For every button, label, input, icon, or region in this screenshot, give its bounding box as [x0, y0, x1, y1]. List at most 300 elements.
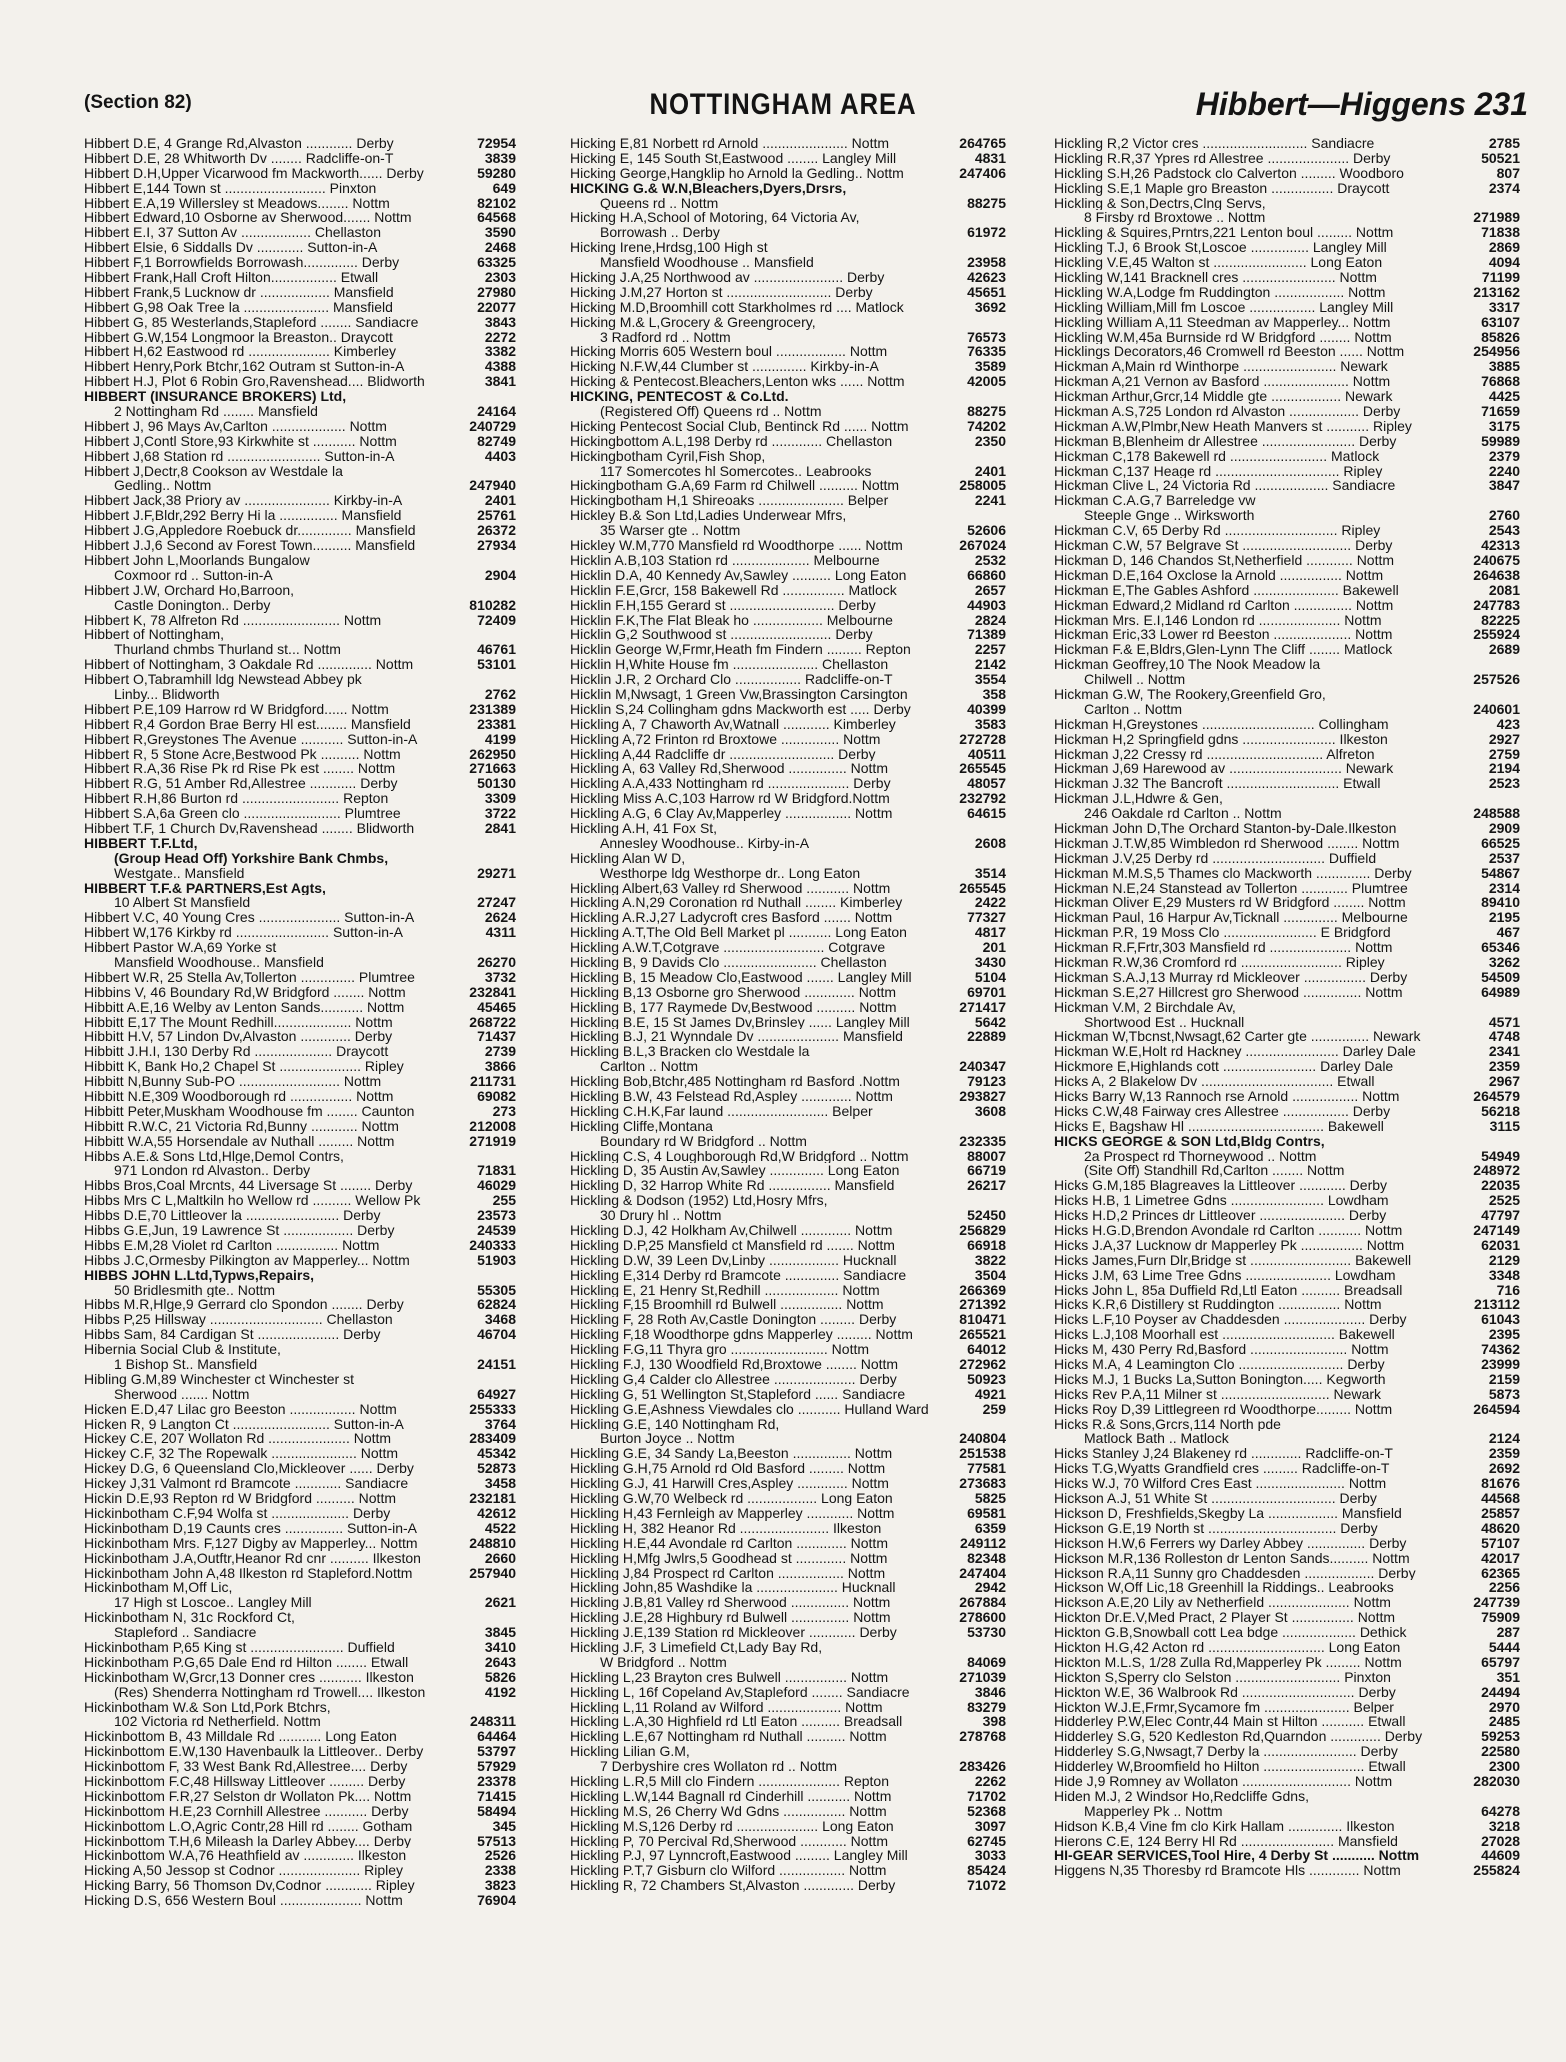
directory-entry: [1054, 1461, 1520, 1476]
entry-name: Hibbert J.J,6 Second av Forest Town.......... Mansfield: [84, 538, 416, 553]
entry-phone-number: 2643: [482, 1655, 516, 1670]
entry-name: Hibbert E.I, 37 Sutton Av .................. Chellaston: [84, 225, 382, 241]
entry-phone-number: 61043: [1478, 1312, 1520, 1327]
directory-entry: [1054, 1566, 1520, 1581]
directory-entry: [1054, 1819, 1520, 1834]
directory-entry: [84, 1625, 516, 1640]
entry-phone-number: 4403: [482, 449, 516, 464]
directory-entry: [1054, 1357, 1520, 1372]
directory-entry: [1054, 1342, 1520, 1357]
entry-phone-number: 3262: [1486, 955, 1520, 970]
directory-entry: [570, 1461, 1006, 1476]
entry-name: Hickling L.A,30 Highfield rd Ltl Eaton .......... Breadsall: [570, 1714, 903, 1730]
entry-phone-number: 3514: [972, 866, 1006, 881]
entry-name: Hicks Barry W,13 Rannoch rse Arnold ................. Nottm: [1054, 1089, 1400, 1104]
directory-entry: [570, 910, 1006, 925]
entry-name: Hibbert Elsie, 6 Siddalls Dv ............ Sutton-in-A: [84, 240, 378, 256]
entry-name: Hickling A.H, 41 Fox St,: [570, 820, 718, 836]
directory-entry: [570, 1312, 1006, 1327]
directory-entry: [570, 449, 1006, 464]
entry-phone-number: 282030: [1470, 1774, 1520, 1789]
entry-name: Hickman Oliver E,29 Musters rd W Bridgford ........ Nottm: [1054, 895, 1406, 911]
entry-phone-number: 3847: [1486, 478, 1520, 493]
entry-phone-number: 213112: [1471, 1297, 1520, 1312]
directory-entry: [1054, 1551, 1520, 1566]
directory-entry: [570, 1372, 1006, 1387]
entry-phone-number: 56218: [1478, 1104, 1520, 1119]
directory-entry: [84, 1089, 516, 1104]
directory-entry: [84, 1223, 516, 1238]
entry-name: Hickton W.J.E,Frmr,Sycamore fm ...................... Belper: [1054, 1699, 1394, 1715]
directory-entry: [1054, 1178, 1520, 1193]
entry-name: Hicks Roy D,39 Littlegreen rd Woodthorpe......... Nottm: [1054, 1401, 1393, 1417]
entry-name: Hickling G.J, 41 Harwill Cres,Aspley ............. Nottm: [570, 1476, 889, 1492]
directory-entry: [84, 1208, 516, 1223]
entry-phone-number: 42017: [1478, 1551, 1520, 1566]
entry-name: Shortwood Est .. Hucknall: [1084, 1014, 1245, 1030]
entry-name: Hickinbottom F.C,48 Hillsway Littleover ......... Derby: [84, 1773, 406, 1789]
entry-phone-number: 76573: [964, 330, 1006, 345]
entry-phone-number: 3841: [482, 374, 516, 389]
entry-phone-number: 2350: [972, 434, 1006, 449]
entry-phone-number: 53101: [474, 657, 516, 672]
entry-phone-number: 23958: [964, 255, 1006, 270]
directory-entry: [1054, 136, 1520, 151]
entry-phone-number: 66719: [964, 1163, 1006, 1178]
entry-name: Hickling John,85 Washdike la ..................... Hucknall: [570, 1580, 896, 1596]
entry-phone-number: 4199: [482, 732, 516, 747]
directory-entry: [570, 1878, 1006, 1893]
directory-entry: [84, 836, 516, 851]
directory-entry: [84, 687, 516, 702]
directory-entry: [1054, 1834, 1520, 1849]
directory-entry: [1054, 761, 1520, 776]
directory-entry: [84, 1491, 516, 1506]
directory-entry: [1054, 1297, 1520, 1312]
entry-name: 3 Radford rd .. Nottm: [600, 329, 731, 345]
directory-entry: [84, 1461, 516, 1476]
directory-entry: [570, 1759, 1006, 1774]
entry-phone-number: 22889: [964, 1029, 1006, 1044]
entry-name: Hickman S.A.J,13 Murray rd Mickleover ................ Derby: [1054, 969, 1408, 985]
directory-entry: [1054, 657, 1520, 672]
entry-name: Hickman J.L,Hdwre & Gen,: [1054, 791, 1223, 807]
entry-name: Hickling J.B,81 Valley rd Sherwood ............... Nottm: [570, 1595, 891, 1611]
entry-name: Hickey D.G, 6 Queensland Clo,Mickleover ...... Derby: [84, 1461, 414, 1477]
directory-entry: [570, 1163, 1006, 1178]
directory-entry: [84, 151, 516, 166]
entry-phone-number: 46704: [474, 1327, 516, 1342]
entry-name: Hiden M.J, 2 Windsor Ho,Redcliffe Gdns,: [1054, 1788, 1309, 1804]
entry-phone-number: 2759: [1486, 747, 1520, 762]
directory-entry: [570, 1744, 1006, 1759]
directory-entry: [1054, 210, 1520, 225]
directory-entry: [570, 881, 1006, 896]
entry-phone-number: 2523: [1486, 776, 1520, 791]
entry-name: Hicks R.& Sons,Grcrs,114 North pde: [1054, 1416, 1281, 1432]
entry-name: Hickinbotham P.G,65 Dale End rd Hilton ........ Etwall: [84, 1654, 409, 1670]
entry-name: Hickman Arthur,Grcr,14 Middle gte .................. Newark: [1054, 389, 1393, 405]
entry-phone-number: 4831: [972, 151, 1006, 166]
entry-name: Hickling William,Mill fm Loscoe ................. Langley Mill: [1054, 299, 1394, 315]
entry-phone-number: 240675: [1470, 553, 1520, 568]
entry-name: Hickling Lilian G.M,: [570, 1744, 690, 1760]
directory-entry: [570, 315, 1006, 330]
entry-name: Hickson G.E,19 North st ................................. Derby: [1054, 1520, 1378, 1536]
entry-phone-number: 63325: [474, 255, 516, 270]
entry-phone-number: 71838: [1478, 225, 1520, 240]
entry-phone-number: 23999: [1478, 1357, 1520, 1372]
entry-phone-number: 2300: [1486, 1759, 1520, 1774]
entry-phone-number: 2124: [1486, 1431, 1520, 1446]
directory-entry: [570, 1402, 1006, 1417]
directory-entry: [84, 1685, 516, 1700]
entry-name: Hickman C,137 Heage rd ................................ Ripley: [1054, 463, 1383, 479]
directory-entry: [570, 1208, 1006, 1223]
entry-phone-number: 2841: [482, 821, 516, 836]
directory-entry: [84, 1253, 516, 1268]
directory-entry: [1054, 583, 1520, 598]
entry-name: Hibbert S.A,6a Green clo ......................... Plumtree: [84, 806, 401, 821]
entry-name: Hicks H.D,2 Princes dr Littleover ...................... Derby: [1054, 1208, 1387, 1224]
directory-entry: [84, 1417, 516, 1432]
entry-phone-number: 22077: [474, 300, 516, 315]
entry-phone-number: 257940: [466, 1566, 516, 1581]
directory-entry: [570, 1670, 1006, 1685]
directory-entry: [1054, 1104, 1520, 1119]
entry-name: Sherwood ....... Nottm: [114, 1386, 250, 1402]
entry-name: Hickling A.W.T,Cotgrave .......................... Cotgrave: [570, 940, 886, 955]
directory-entry: [1054, 434, 1520, 449]
directory-entry: [570, 255, 1006, 270]
entry-name: Hickling H,Mfg Jwlrs,5 Goodhead st ............. Nottm: [570, 1550, 888, 1566]
directory-entry: [84, 270, 516, 285]
directory-entry: [84, 240, 516, 255]
entry-name: Hibbitt N,Bunny Sub-PO .......................... Nottm: [84, 1074, 382, 1089]
entry-name: Hickmore E,Highlands cott ........................ Darley Dale: [1054, 1059, 1394, 1075]
entry-name: Hickling T.J, 6 Brook St,Loscoe ............... Langley Mill: [1054, 240, 1387, 256]
entry-phone-number: 2395: [1486, 1327, 1520, 1342]
entry-name: Hibbert John L,Moorlands Bungalow: [84, 552, 310, 568]
entry-name: Mapperley Pk .. Nottm: [1084, 1803, 1223, 1819]
entry-name: Hickman E,The Gables Ashford ...................... Bakewell: [1054, 582, 1399, 598]
directory-entry: [570, 1536, 1006, 1551]
entry-phone-number: 53797: [474, 1744, 516, 1759]
entry-name: Hibbert Frank,5 Lucknow dr .................. Mansfield: [84, 284, 394, 300]
entry-phone-number: 2240: [1486, 464, 1520, 479]
entry-phone-number: 82225: [1478, 613, 1520, 628]
entry-name: Hibbs Mrs C L,Maltkiln ho Wellow rd .......... Wellow Pk: [84, 1193, 421, 1209]
directory-entry: [84, 359, 516, 374]
entry-phone-number: 264579: [1470, 1089, 1520, 1104]
directory-entry: [84, 1655, 516, 1670]
entry-name: Hickling L,23 Brayton cres Bulwell ................ Nottm: [570, 1669, 889, 1685]
directory-entry: [570, 151, 1006, 166]
entry-name: Hicks L.J,108 Moorhall est ............................. Bakewell: [1054, 1327, 1395, 1343]
directory-entry: [84, 717, 516, 732]
entry-phone-number: 2689: [1486, 642, 1520, 657]
directory-entry: [84, 1819, 516, 1834]
directory-entry: [570, 1521, 1006, 1536]
entry-name: Hickling H,43 Fernleigh av Mapperley ............ Nottm: [570, 1505, 895, 1521]
directory-entry: [84, 910, 516, 925]
entry-name: 2a Prospect rd Thorneywood .. Nottm: [1084, 1148, 1317, 1164]
directory-entry: [1054, 1700, 1520, 1715]
entry-phone-number: 2537: [1486, 851, 1520, 866]
directory-entry: [1054, 717, 1520, 732]
entry-phone-number: 27980: [474, 285, 516, 300]
entry-phone-number: 2970: [1486, 1700, 1520, 1715]
entry-phone-number: 58494: [474, 1804, 516, 1819]
entry-name: Hickling S.E,1 Maple gro Breaston ................ Draycott: [1054, 180, 1390, 196]
directory-entry: [84, 1893, 516, 1908]
entry-phone-number: 26372: [474, 523, 516, 538]
entry-name: Hicks T.G,Wyatts Grandfield cres ......... Radcliffe-on-T: [1054, 1461, 1390, 1477]
entry-phone-number: 2608: [972, 836, 1006, 851]
entry-name: (Group Head Off) Yorkshire Bank Chmbs,: [114, 850, 389, 866]
entry-name: Hickling J.E,139 Station rd Mickleover ............ Derby: [570, 1625, 897, 1640]
directory-entry: [84, 1446, 516, 1461]
entry-name: Hickling Alan W D,: [570, 850, 686, 866]
entry-name: Hibbert J,Dectr,8 Cookson av Westdale la: [84, 463, 343, 479]
entry-name: Hibbert P.E,109 Harrow rd W Bridgford...... Nottm: [84, 701, 389, 717]
entry-name: Hickman C.V, 65 Derby Rd ............................. Ripley: [1054, 523, 1381, 539]
directory-entry: [570, 1834, 1006, 1849]
directory-entry: [570, 1044, 1006, 1059]
directory-entry: [570, 747, 1006, 762]
entry-name: Hibbs P,25 Hillsway ............................. Chellaston: [84, 1312, 393, 1328]
directory-entry: [1054, 151, 1520, 166]
entry-phone-number: 71831: [474, 1163, 516, 1178]
directory-entry: [570, 702, 1006, 717]
entry-name: Hide J,9 Romney av Wollaton ............................ Nottm: [1054, 1773, 1393, 1789]
entry-name: Hickinbotham John A,48 Ilkeston rd Stapleford.Nottm: [84, 1565, 413, 1581]
directory-entry: [570, 1089, 1006, 1104]
entry-phone-number: 48057: [964, 776, 1006, 791]
entry-name: Hickling J.F, 3 Limefield Ct,Lady Bay Rd,: [570, 1639, 823, 1655]
entry-phone-number: 247149: [1470, 1223, 1520, 1238]
entry-name: Hicking George,Hangklip ho Arnold la Gedling.. Nottm: [570, 165, 904, 181]
directory-entry: [1054, 1863, 1520, 1878]
entry-phone-number: 3175: [1486, 419, 1520, 434]
entry-phone-number: 271392: [956, 1297, 1006, 1312]
entry-phone-number: 293827: [956, 1089, 1006, 1104]
entry-name: Hickman J.V,25 Derby rd ............................. Duffield: [1054, 850, 1377, 866]
entry-phone-number: 65346: [1478, 940, 1520, 955]
entry-name: Hierons C.E, 124 Berry Hl Rd ........................ Mansfield: [1054, 1833, 1398, 1849]
entry-phone-number: 2256: [1486, 1580, 1520, 1595]
entry-phone-number: 2621: [482, 1595, 516, 1610]
directory-entry: [570, 761, 1006, 776]
entry-phone-number: 71702: [964, 1789, 1006, 1804]
entry-name: Hicklin F.K,The Flat Bleak ho .................. Melbourne: [570, 612, 893, 628]
entry-phone-number: 3764: [482, 1417, 516, 1432]
directory-entry: [84, 702, 516, 717]
entry-name: Hickman Edward,2 Midland rd Carlton ............... Nottm: [1054, 597, 1394, 613]
entry-name: Hibbitt E,17 The Mount Redhill.................... Nottm: [84, 1014, 393, 1030]
entry-phone-number: 3033: [972, 1848, 1006, 1863]
directory-column-3: [1054, 136, 1520, 1878]
directory-entry: [84, 1074, 516, 1089]
entry-phone-number: 2159: [1486, 1372, 1520, 1387]
entry-name: Hickman A.W,Plmbr,New Heath Manvers st ........... Ripley: [1054, 418, 1412, 434]
entry-phone-number: 64464: [474, 1729, 516, 1744]
entry-phone-number: 57513: [474, 1834, 516, 1849]
entry-phone-number: 77327: [964, 910, 1006, 925]
entry-name: Hickling C.S, 4 Loughborough Rd,W Bridgford .. Nottm: [570, 1148, 909, 1164]
entry-name: Hickling B.E, 15 St James Dv,Brinsley ...... Langley Mill: [570, 1014, 910, 1030]
entry-phone-number: 278600: [956, 1610, 1006, 1625]
entry-phone-number: 2526: [482, 1848, 516, 1863]
directory-entry: [570, 732, 1006, 747]
entry-name: Hickman V.M, 2 Birchdale Av,: [1054, 999, 1236, 1015]
entry-name: Hickinbottom F, 33 West Bank Rd,Allestree.... Derby: [84, 1759, 408, 1774]
entry-phone-number: 71437: [474, 1029, 516, 1044]
entry-phone-number: 265521: [956, 1327, 1006, 1342]
directory-entry: [1054, 300, 1520, 315]
directory-entry: [570, 1119, 1006, 1134]
entry-phone-number: 89410: [1478, 895, 1520, 910]
directory-entry: [570, 196, 1006, 211]
entry-phone-number: 84069: [964, 1655, 1006, 1670]
directory-entry: [84, 434, 516, 449]
entry-name: Hickling D.P,25 Mansfield ct Mansfield rd ....... Nottm: [570, 1237, 895, 1253]
entry-phone-number: 72409: [474, 613, 516, 628]
entry-name: Hibbert Edward,10 Osborne av Sherwood....... Nottm: [84, 210, 412, 226]
entry-phone-number: 3218: [1486, 1819, 1520, 1834]
entry-name: Hibbert J.W, Orchard Ho,Barroon,: [84, 582, 295, 598]
entry-phone-number: 4094: [1486, 255, 1520, 270]
entry-name: Hickling A.G, 6 Clay Av,Mapperley ................. Nottm: [570, 806, 893, 821]
entry-name: Hickinbotham N, 31c Rockford Ct,: [84, 1610, 295, 1626]
entry-name: Hicking N.F.W,44 Clumber st .............. Kirkby-in-A: [570, 359, 879, 375]
entry-phone-number: 50521: [1478, 151, 1520, 166]
entry-phone-number: 272728: [956, 732, 1006, 747]
entry-name: HICKING G.& W.N,Bleachers,Dyers,Drsrs,: [570, 180, 847, 196]
directory-entry: [570, 1714, 1006, 1729]
entry-phone-number: 63107: [1478, 315, 1520, 330]
entry-name: Hickman J.32 The Bancroft ............................. Etwall: [1054, 776, 1381, 792]
entry-phone-number: 2525: [1486, 1193, 1520, 1208]
entry-phone-number: 268722: [466, 1015, 516, 1030]
entry-phone-number: 46029: [474, 1178, 516, 1193]
directory-entry: [84, 1283, 516, 1298]
directory-entry: [1054, 687, 1520, 702]
directory-entry: [84, 925, 516, 940]
entry-name: Hicking & Pentecost.Bleachers,Lenton wks ...... Nottm: [570, 374, 905, 390]
entry-name: Hickinbottom L.O,Agric Contr,28 Hill rd ........ Gotham: [84, 1818, 413, 1834]
directory-entry: [84, 1506, 516, 1521]
entry-phone-number: 2739: [482, 1044, 516, 1059]
directory-entry: [84, 508, 516, 523]
directory-entry: [84, 1595, 516, 1610]
entry-phone-number: 2081: [1486, 583, 1520, 598]
directory-entry: [570, 1357, 1006, 1372]
entry-name: Hibbert Jack,38 Priory av ...................... Kirkby-in-A: [84, 493, 403, 509]
directory-entry: [1054, 940, 1520, 955]
entry-phone-number: 74362: [1478, 1342, 1520, 1357]
directory-entry: [570, 940, 1006, 955]
entry-phone-number: 267884: [956, 1595, 1006, 1610]
directory-entry: [84, 210, 516, 225]
entry-name: Hicking Barry, 56 Thomson Dv,Codnor ............ Ripley: [84, 1878, 415, 1894]
directory-entry: [1054, 1119, 1520, 1134]
page-header: [0, 86, 1566, 136]
entry-phone-number: 59280: [474, 166, 516, 181]
entry-phone-number: 256829: [956, 1223, 1006, 1238]
entry-name: Hibbert W.R, 25 Stella Av,Tollerton .............. Plumtree: [84, 969, 415, 985]
entry-phone-number: 62031: [1478, 1238, 1520, 1253]
entry-name: Hidderley S.G,Nwsagt,7 Derby la ........................ Derby: [1054, 1744, 1398, 1760]
entry-phone-number: 3382: [482, 344, 516, 359]
directory-entry: [84, 821, 516, 836]
entry-phone-number: 248972: [1470, 1163, 1520, 1178]
directory-entry: [84, 538, 516, 553]
entry-phone-number: 273683: [956, 1476, 1006, 1491]
entry-name: Hibbert V.C, 40 Young Cres ..................... Sutton-in-A: [84, 910, 415, 926]
entry-phone-number: 232335: [956, 1134, 1006, 1149]
entry-name: Hickinbotham D,19 Caunts cres ............... Sutton-in-A: [84, 1520, 418, 1536]
entry-name: Hickling J.E,28 Highbury rd Bulwell ............... Nottm: [570, 1610, 891, 1626]
entry-name: Hicking Irene,Hrdsg,100 High st: [570, 240, 768, 256]
entry-name: Hibbert E,144 Town st .......................... Pinxton: [84, 180, 377, 196]
entry-name: HICKS GEORGE & SON Ltd,Bldg Contrs,: [1054, 1133, 1325, 1149]
entry-phone-number: 46761: [474, 642, 516, 657]
entry-name: Hibbitt R.W.C, 21 Victoria Rd,Bunny ............ Nottm: [84, 1118, 399, 1134]
entry-phone-number: 240347: [956, 1059, 1006, 1074]
directory-entry: [1054, 1312, 1520, 1327]
entry-name: Hickling E,314 Derby rd Bramcote .............. Sandiacre: [570, 1267, 907, 1283]
entry-name: Hickling B, 15 Meadow Clo,Eastwood ....... Langley Mill: [570, 969, 912, 985]
directory-entry: [570, 1551, 1006, 1566]
entry-phone-number: 351: [1494, 1670, 1520, 1685]
directory-entry: [570, 851, 1006, 866]
directory-entry: [84, 1610, 516, 1625]
entry-phone-number: 807: [1494, 166, 1520, 181]
entry-phone-number: 467: [1494, 925, 1520, 940]
directory-entry: [570, 1297, 1006, 1312]
entry-phone-number: 5104: [972, 970, 1006, 985]
entry-name: Annesley Woodhouse.. Kirby-in-A: [600, 835, 810, 851]
entry-phone-number: 273: [490, 1104, 516, 1119]
directory-entry: [84, 642, 516, 657]
entry-name: Hickling W,141 Bracknell cres ........................ Nottm: [1054, 270, 1377, 285]
entry-name: HIBBS JOHN L.Ltd,Typws,Repairs,: [84, 1267, 314, 1283]
directory-entry: [570, 1283, 1006, 1298]
directory-entry: [570, 1149, 1006, 1164]
entry-name: Hickley B.& Son Ltd,Ladies Underwear Mfrs,: [570, 508, 847, 524]
directory-entry: [1054, 1789, 1520, 1804]
directory-entry: [1054, 1848, 1520, 1863]
entry-name: Hibbert G.W,154 Longmoor la Breaston.. Draycott: [84, 329, 393, 345]
entry-name: Hickinbotham P,65 King st ........................ Duffield: [84, 1639, 395, 1655]
entry-phone-number: 2909: [1486, 821, 1520, 836]
entry-phone-number: 3608: [972, 1104, 1006, 1119]
directory-entry: [570, 970, 1006, 985]
entry-phone-number: 265545: [956, 761, 1006, 776]
entry-phone-number: 271989: [1470, 210, 1520, 225]
entry-name: Hickling B.L,3 Bracken clo Westdale la: [570, 1044, 810, 1060]
directory-entry: [84, 1357, 516, 1372]
directory-entry: [84, 1774, 516, 1789]
entry-name: Hickling A.R.J,27 Ladycroft cres Basford ....... Nottm: [570, 910, 893, 926]
entry-phone-number: 240804: [956, 1431, 1006, 1446]
entry-phone-number: 27247: [474, 895, 516, 910]
entry-phone-number: 4571: [1486, 1015, 1520, 1030]
entry-name: (Site Off) Standhill Rd,Carlton ........ Nottm: [1084, 1163, 1345, 1179]
entry-name: Hibbs M.R,Hlge,9 Gerrard clo Spondon ........ Derby: [84, 1297, 404, 1313]
entry-name: Hibbert J.F,Bldr,292 Berry Hi la ............... Mansfield: [84, 508, 402, 524]
